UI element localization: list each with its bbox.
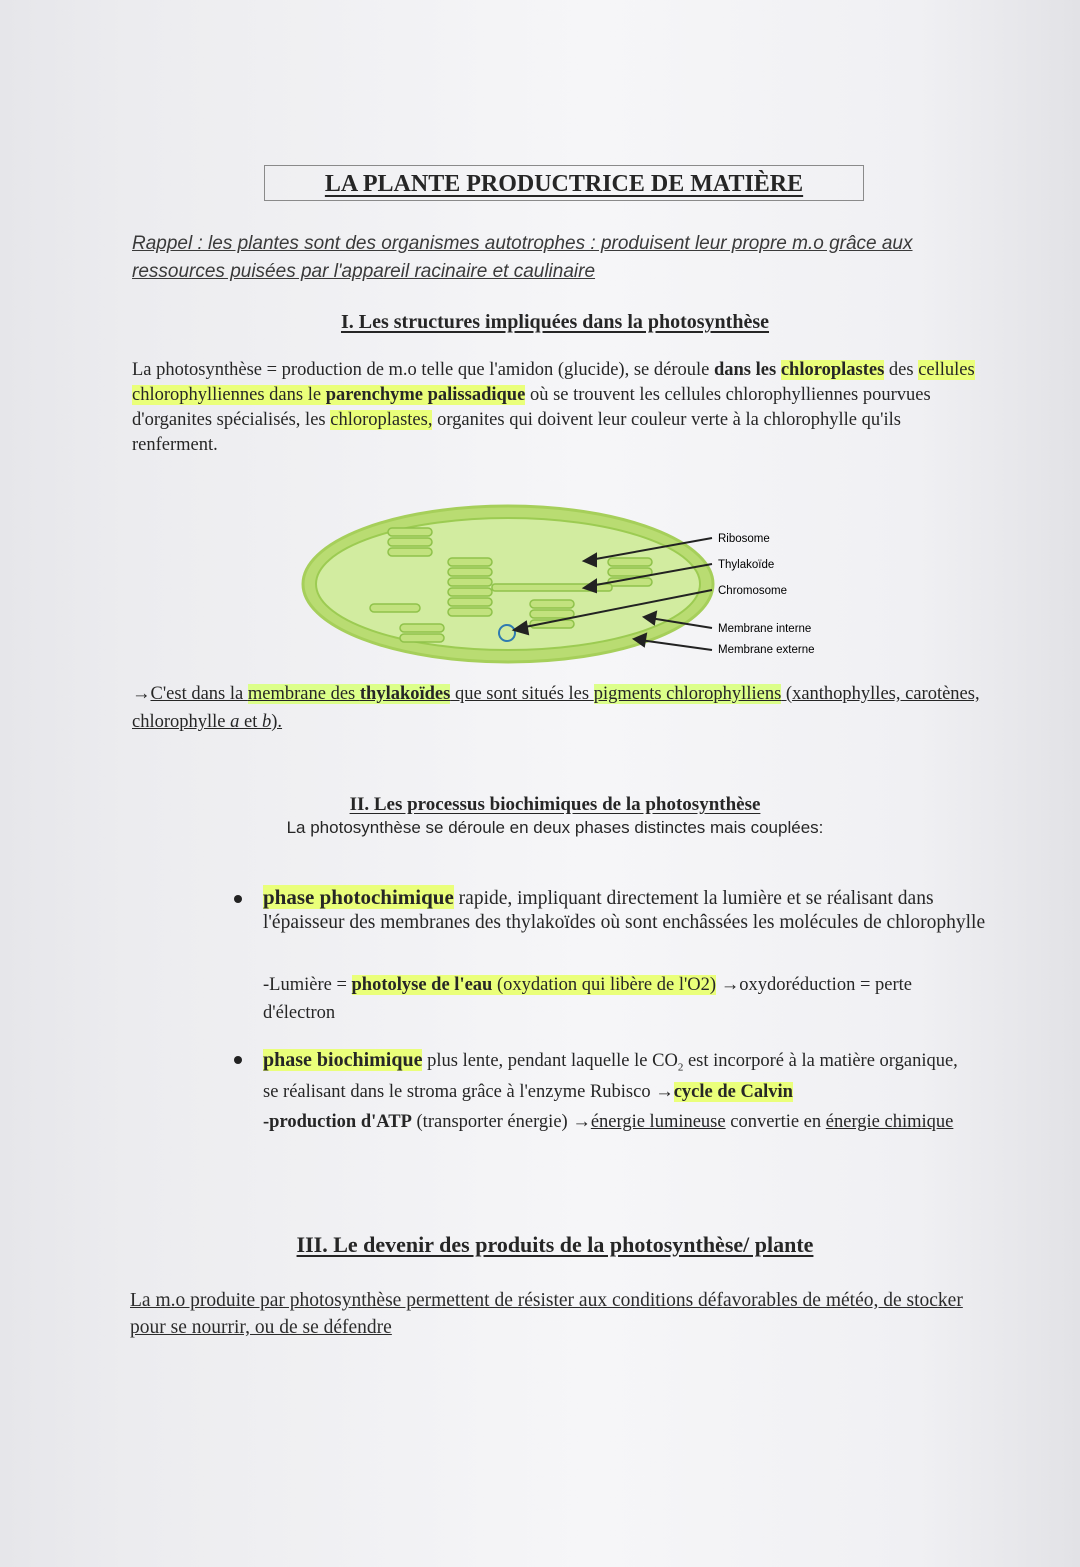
note-h: et xyxy=(239,712,262,732)
p1: La photosynthèse = production de m.o telle que l'amidon (glucide), se déroule xyxy=(132,360,714,380)
b1-l2c: (oxydation qui libère de l'O2) xyxy=(492,975,717,995)
b2-l2c: énergie lumineuse xyxy=(590,1112,726,1132)
p-chloroplastes-1: chloroplastes xyxy=(780,360,885,380)
section-2-intro: La photosynthèse se déroule en deux phases distinctes mais couplées: xyxy=(286,818,824,837)
note-b: membrane des xyxy=(247,684,360,704)
b1-l2a: -Lumière = xyxy=(263,975,352,995)
label-chromosome: Chromosome xyxy=(718,585,788,597)
b1-text: rapide, impliquant directement la lumière et se réalisant dans l'épaisseur des membranes des thylakoïdes où sont enchâssées les molécules de chlorophylle xyxy=(263,888,986,933)
note-c: thylakoïdes xyxy=(359,684,451,704)
bullet-biochimique xyxy=(263,1048,963,1104)
page-title xyxy=(264,165,864,201)
b1-title: phase photochimique xyxy=(263,885,454,909)
note-i: b xyxy=(262,712,272,732)
note-g: a xyxy=(230,712,240,732)
note-j: ). xyxy=(271,712,283,732)
b1-line2 xyxy=(263,971,963,1027)
label-membrane-externe: Membrane externe xyxy=(718,644,815,656)
b2-line2 xyxy=(263,1108,963,1136)
p2: des xyxy=(884,360,919,380)
p-dans: dans les xyxy=(713,360,781,380)
chloroplast-diagram xyxy=(300,500,860,670)
rappel-note: Rappel : les plantes sont des organismes autotrophes : produisent leur propre m.o grâce aux ressources puisées par l'appareil racinaire et caulinaire xyxy=(132,233,913,282)
b2-l2b: (transporter énergie) → xyxy=(411,1112,591,1132)
arrow-glyph: → xyxy=(132,684,151,704)
b1-l2b: photolyse de l'eau xyxy=(351,975,493,995)
p4: organites qui doivent leur couleur verte à la chlorophylle qu'ils renferment. xyxy=(132,410,901,455)
b2-l2a: -production d'ATP xyxy=(263,1112,412,1132)
section-1-heading: I. Les structures impliquées dans la photosynthèse xyxy=(340,311,770,333)
label-membrane-interne: Membrane interne xyxy=(718,623,812,635)
b2-calvin: cycle de Calvin xyxy=(673,1081,793,1102)
b2-l2e: énergie chimique xyxy=(825,1112,954,1132)
section-2-heading: II. Les processus biochimiques de la photosynthèse xyxy=(349,794,761,815)
b2-text-a: plus lente, pendant laquelle le CO xyxy=(422,1051,678,1071)
page-title-text: LA PLANTE PRODUCTRICE DE MATIÈRE xyxy=(324,171,804,197)
b2-title: phase biochimique xyxy=(263,1049,423,1071)
b2-sub: 2 xyxy=(677,1061,684,1074)
note-f: (xanthophylles, carotènes, chlorophylle xyxy=(132,684,980,732)
p-parenchyme: parenchyme palissadique xyxy=(325,385,526,405)
note-a: C'est dans la xyxy=(150,684,248,704)
p-cells: cellules chlorophylliennes dans le xyxy=(132,360,975,405)
b2-text-b: est incorporé à la matière organique, se réalisant dans le stroma grâce à l'enzyme Rubisco → xyxy=(263,1051,958,1102)
p3: où se trouvent les cellules chlorophylliennes pourvues d'organites spécialisés, les xyxy=(132,385,931,430)
bullet-photochimique xyxy=(263,885,988,935)
b1-l2d: →oxydoréduction = perte d'électron xyxy=(263,975,912,1023)
section-1-paragraph xyxy=(132,358,982,458)
thylakoid-note xyxy=(132,680,992,736)
label-ribosome: Ribosome xyxy=(718,533,770,545)
section-3-heading: III. Le devenir des produits de la photosynthèse/ plante xyxy=(296,1232,814,1257)
label-thylakoide: Thylakoïde xyxy=(718,559,775,571)
b2-l2d: convertie en xyxy=(725,1112,826,1132)
note-e: pigments chlorophylliens xyxy=(593,684,782,704)
note-d: que sont situés les xyxy=(450,684,594,704)
p-chloroplastes-2: chloroplastes, xyxy=(330,410,433,430)
section-3-text: La m.o produite par photosynthèse permettent de résister aux conditions défavorables de météo, de stocker pour se nourrir, ou de se défendre xyxy=(130,1290,963,1338)
bullet-dot-2 xyxy=(234,1056,242,1064)
bullet-dot-1 xyxy=(234,895,242,903)
